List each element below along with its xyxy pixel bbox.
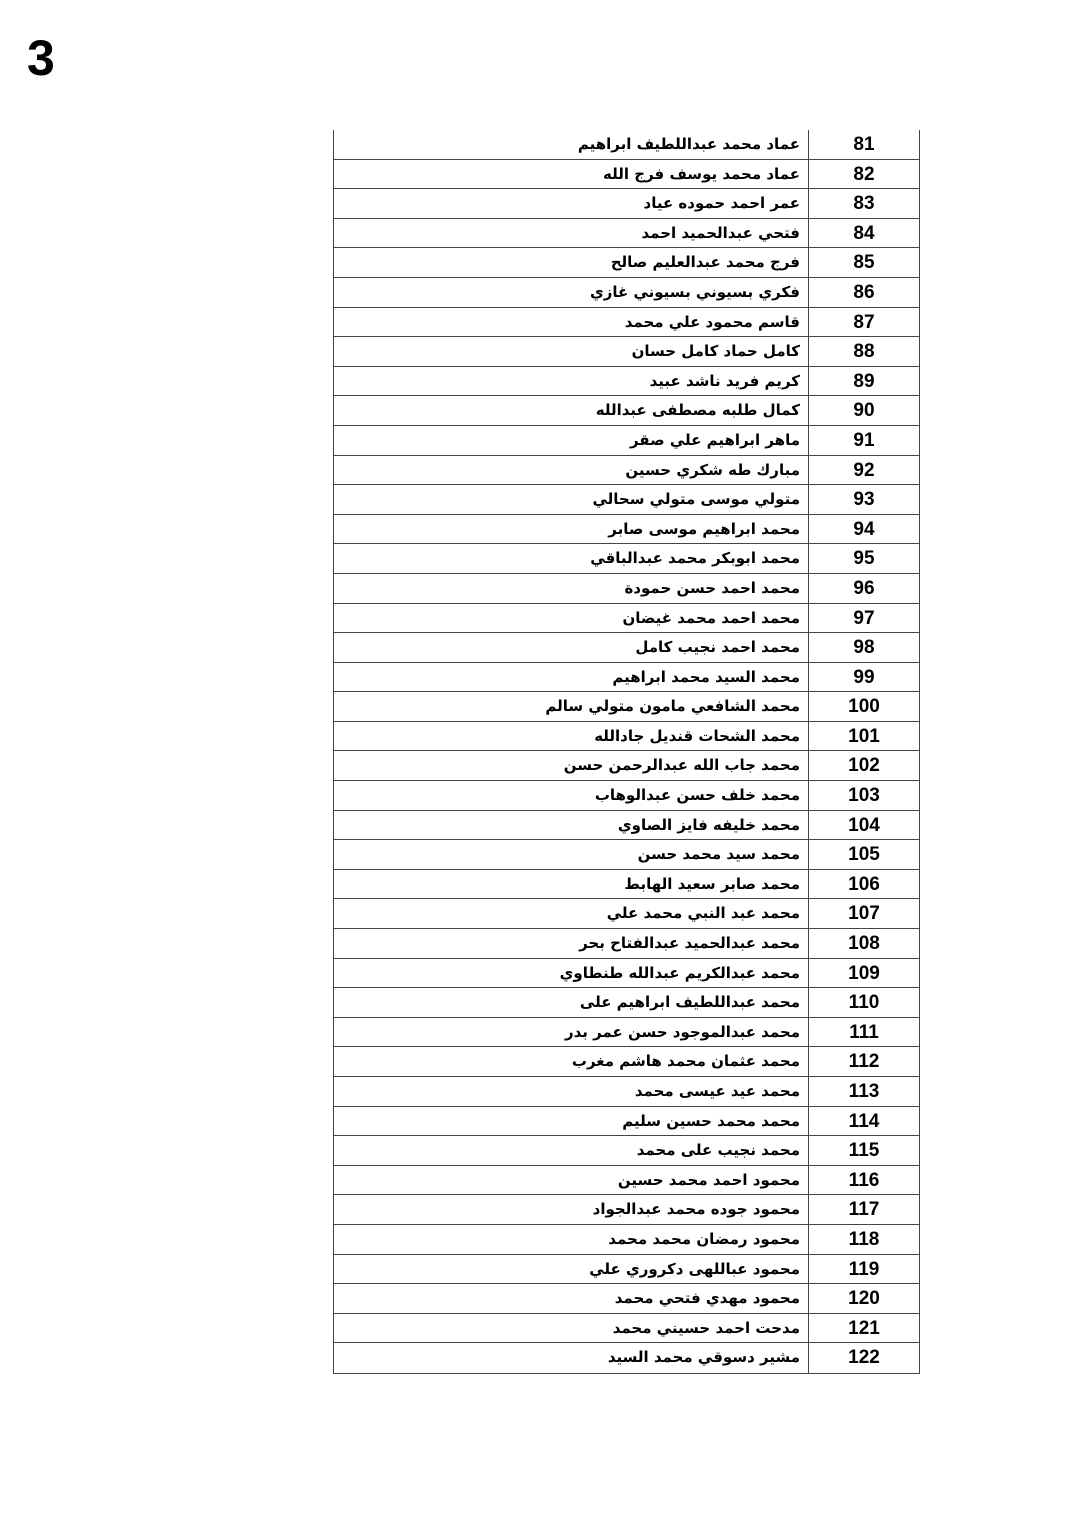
name-cell: محمد عيد عيسى محمد xyxy=(334,1077,809,1106)
number-cell: 95 xyxy=(853,548,875,570)
number-cell: 102 xyxy=(848,755,880,777)
name-cell: متولي موسى متولي سحالي xyxy=(334,485,809,514)
table-row xyxy=(334,633,919,663)
number-cell: 88 xyxy=(853,341,875,363)
name-cell: محمد احمد محمد غيضان xyxy=(334,604,809,633)
names-table xyxy=(333,130,920,1374)
table-row xyxy=(334,248,919,278)
table-row xyxy=(334,1077,919,1107)
table-row xyxy=(334,1195,919,1225)
name-cell: محمد جاب الله عبدالرحمن حسن xyxy=(334,751,809,780)
table-row xyxy=(334,515,919,545)
number-cell: 120 xyxy=(848,1288,880,1310)
number-cell: 110 xyxy=(848,992,880,1014)
table-row xyxy=(334,308,919,338)
table-row xyxy=(334,840,919,870)
name-cell: محمد الشحات قنديل جادالله xyxy=(334,722,809,751)
number-cell: 96 xyxy=(853,577,875,599)
name-cell: محمد ابراهيم موسى صابر xyxy=(334,515,809,544)
table-row xyxy=(334,456,919,486)
table-row xyxy=(334,692,919,722)
table-row xyxy=(334,574,919,604)
table-row xyxy=(334,1284,919,1314)
table-row xyxy=(334,959,919,989)
table-row xyxy=(334,189,919,219)
table-row xyxy=(334,1314,919,1344)
name-cell: محمد احمد نجيب كامل xyxy=(334,633,809,662)
name-cell: كمال طلبه مصطفى عبدالله xyxy=(334,396,809,425)
number-cell: 103 xyxy=(848,785,880,807)
name-cell: محمود عباللهى دكروري علي xyxy=(334,1255,809,1284)
table-row xyxy=(334,781,919,811)
table-row xyxy=(334,426,919,456)
name-cell: محمد عبدالحميد عبدالفتاح بحر xyxy=(334,929,809,958)
table-row xyxy=(334,130,919,160)
number-cell: 121 xyxy=(848,1317,880,1339)
number-cell: 108 xyxy=(848,933,880,955)
name-cell: فكري بسيوني بسيوني غازي xyxy=(334,278,809,307)
number-cell: 115 xyxy=(848,1140,880,1162)
table-row xyxy=(334,1107,919,1137)
name-cell: محمد خلف حسن عبدالوهاب xyxy=(334,781,809,810)
table-row xyxy=(334,811,919,841)
number-cell: 87 xyxy=(853,311,875,333)
name-cell: محمد عبداللطيف ابراهيم على xyxy=(334,988,809,1017)
number-cell: 89 xyxy=(853,370,875,392)
name-cell: محمود رمضان محمد محمد xyxy=(334,1225,809,1254)
name-cell: محمد خليفه فايز الصاوي xyxy=(334,811,809,840)
table-row xyxy=(334,1225,919,1255)
table-row xyxy=(334,1047,919,1077)
number-cell: 81 xyxy=(853,134,875,155)
number-cell: 105 xyxy=(848,844,880,866)
table-row xyxy=(334,160,919,190)
number-cell: 116 xyxy=(848,1169,880,1191)
table-row xyxy=(334,219,919,249)
number-cell: 104 xyxy=(848,814,880,836)
table-row xyxy=(334,544,919,574)
table-row xyxy=(334,1166,919,1196)
number-cell: 85 xyxy=(853,252,875,274)
number-cell: 109 xyxy=(848,962,880,984)
table-row xyxy=(334,899,919,929)
name-cell: كريم فريد ناشد عبيد xyxy=(334,367,809,396)
number-cell: 82 xyxy=(853,163,875,185)
table-row xyxy=(334,1018,919,1048)
number-cell: 100 xyxy=(848,696,880,718)
name-cell: عماد محمد عبداللطيف ابراهيم xyxy=(334,130,809,159)
name-cell: محمد سيد محمد حسن xyxy=(334,840,809,869)
name-cell: مدحت احمد حسيني محمد xyxy=(334,1314,809,1343)
number-cell: 91 xyxy=(853,429,875,451)
number-cell: 97 xyxy=(853,607,875,629)
number-cell: 94 xyxy=(853,518,875,540)
name-cell: محمد عثمان محمد هاشم مغرب xyxy=(334,1047,809,1076)
name-cell: محمد صابر سعيد الهابط xyxy=(334,870,809,899)
name-cell: محمد عبدالموجود حسن عمر بدر xyxy=(334,1018,809,1047)
name-cell: محمد عبد النبي محمد علي xyxy=(334,899,809,928)
table-row xyxy=(334,988,919,1018)
number-cell: 98 xyxy=(853,637,875,659)
name-cell: محمود مهدي فتحي محمد xyxy=(334,1284,809,1313)
table-row xyxy=(334,337,919,367)
number-cell: 118 xyxy=(848,1228,880,1250)
table-row xyxy=(334,367,919,397)
name-cell: مشير دسوقي محمد السيد xyxy=(334,1343,809,1373)
table-row xyxy=(334,278,919,308)
number-cell: 101 xyxy=(848,725,880,747)
name-cell: كامل حماد كامل حسان xyxy=(334,337,809,366)
name-cell: عماد محمد يوسف فرج الله xyxy=(334,160,809,189)
table-row xyxy=(334,870,919,900)
table-row xyxy=(334,929,919,959)
table-row xyxy=(334,1136,919,1166)
name-cell: محمود جوده محمد عبدالجواد xyxy=(334,1195,809,1224)
name-cell: فتحي عبدالحميد احمد xyxy=(334,219,809,248)
table-row xyxy=(334,1255,919,1285)
table-row xyxy=(334,751,919,781)
table-row xyxy=(334,396,919,426)
number-cell: 90 xyxy=(853,400,875,422)
number-cell: 99 xyxy=(853,666,875,688)
name-cell: محمد عبدالكريم عبدالله طنطاوي xyxy=(334,959,809,988)
number-cell: 113 xyxy=(848,1081,880,1102)
name-cell: محمود احمد محمد حسين xyxy=(334,1166,809,1195)
number-cell: 112 xyxy=(848,1051,880,1073)
name-cell: مبارك طه شكري حسين xyxy=(334,456,809,485)
name-cell: محمد احمد حسن حمودة xyxy=(334,574,809,603)
table-row xyxy=(334,604,919,634)
table-row xyxy=(334,722,919,752)
table-row xyxy=(334,663,919,693)
name-cell: عمر احمد حموده عياد xyxy=(334,189,809,218)
number-cell: 83 xyxy=(853,193,875,215)
number-cell: 114 xyxy=(848,1110,880,1132)
name-cell: فرج محمد عبدالعليم صالح xyxy=(334,248,809,277)
name-cell: قاسم محمود علي محمد xyxy=(334,308,809,337)
name-cell: محمد الشافعي مامون متولي سالم xyxy=(334,692,809,721)
number-cell: 92 xyxy=(853,459,875,481)
name-cell: محمد ابوبكر محمد عبدالباقي xyxy=(334,544,809,573)
number-cell: 106 xyxy=(848,873,880,895)
table-row xyxy=(334,1343,919,1373)
name-cell: محمد السيد محمد ابراهيم xyxy=(334,663,809,692)
name-cell: محمد محمد حسين سليم xyxy=(334,1107,809,1136)
number-cell: 117 xyxy=(848,1199,880,1221)
number-cell: 122 xyxy=(848,1347,880,1369)
number-cell: 107 xyxy=(848,903,880,925)
name-cell: محمد نجيب على محمد xyxy=(334,1136,809,1165)
number-cell: 119 xyxy=(848,1258,880,1280)
number-cell: 84 xyxy=(853,222,875,244)
page-number: 3 xyxy=(27,30,55,86)
number-cell: 86 xyxy=(853,281,875,303)
table-row xyxy=(334,485,919,515)
number-cell: 111 xyxy=(849,1021,879,1043)
number-cell: 93 xyxy=(853,489,875,511)
name-cell: ماهر ابراهيم علي صقر xyxy=(334,426,809,455)
